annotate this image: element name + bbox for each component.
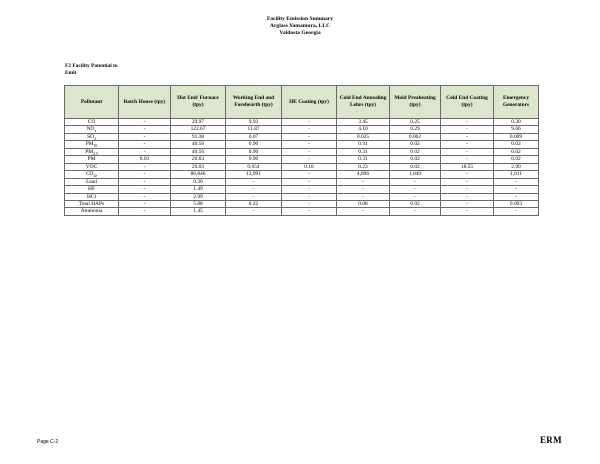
- value-cell: -: [337, 193, 390, 200]
- column-header: Cold End Annealing Lehrs (tpy): [337, 86, 390, 119]
- value-cell: -: [282, 126, 337, 133]
- value-cell: 29.97: [171, 119, 226, 126]
- table-row: [65, 156, 539, 163]
- value-cell: -: [441, 193, 494, 200]
- value-cell: 0.654: [226, 163, 282, 170]
- value-cell: -: [282, 141, 337, 148]
- value-cell: 0.30: [171, 178, 226, 185]
- value-cell: 86,846: [171, 171, 226, 178]
- value-cell: 13,991: [226, 171, 282, 178]
- value-cell: 0.02: [494, 148, 539, 155]
- pollutant-cell: $NO_x$: [65, 126, 119, 133]
- value-cell: 20.63: [171, 156, 226, 163]
- table-row: [65, 186, 539, 193]
- value-cell: -: [119, 141, 171, 148]
- erm-logo: ERM: [540, 435, 562, 445]
- value-cell: -: [441, 126, 494, 133]
- value-cell: 0.025: [337, 133, 390, 140]
- value-cell: -: [282, 171, 337, 178]
- facility-label: F2 Facility Potential to Emit: [65, 63, 118, 77]
- value-cell: 0.90: [226, 141, 282, 148]
- value-cell: 0.02: [390, 148, 441, 155]
- pollutant-cell: HF: [65, 186, 119, 193]
- value-cell: 1,049: [390, 171, 441, 178]
- value-cell: -: [282, 156, 337, 163]
- value-cell: 3.45: [337, 119, 390, 126]
- emissions-table: [64, 85, 539, 216]
- value-cell: 5.88: [171, 200, 226, 207]
- value-cell: 4.10: [337, 126, 390, 133]
- pollutant-cell: $SO_2$: [65, 133, 119, 140]
- value-cell: -: [390, 193, 441, 200]
- table-row: [65, 193, 539, 200]
- value-cell: -: [282, 208, 337, 215]
- value-cell: 0.90: [226, 148, 282, 155]
- value-cell: -: [282, 178, 337, 185]
- value-cell: -: [119, 178, 171, 185]
- value-cell: -: [282, 119, 337, 126]
- value-cell: -: [390, 186, 441, 193]
- value-cell: -: [282, 193, 337, 200]
- value-cell: -: [441, 200, 494, 207]
- value-cell: 0.22: [226, 200, 282, 207]
- value-cell: 40.56: [171, 148, 226, 155]
- pollutant-cell: Total HAPs: [65, 200, 119, 207]
- value-cell: 0.29: [390, 126, 441, 133]
- column-header: Cold End Coating (tpy): [441, 86, 494, 119]
- value-cell: -: [337, 208, 390, 215]
- value-cell: -: [226, 208, 282, 215]
- value-cell: -: [441, 156, 494, 163]
- value-cell: -: [441, 178, 494, 185]
- value-cell: -: [119, 126, 171, 133]
- table-row: [65, 163, 539, 170]
- value-cell: 1,011: [494, 171, 539, 178]
- column-header: Hot End/ Furnace (tpy): [171, 86, 226, 119]
- company-name: Arglass Yamamura, LLC: [269, 23, 331, 29]
- value-cell: -: [494, 208, 539, 215]
- value-cell: 1.49: [171, 186, 226, 193]
- page-number: Page C-2: [37, 439, 59, 445]
- value-cell: 0.02: [390, 141, 441, 148]
- value-cell: 122.67: [171, 126, 226, 133]
- value-cell: -: [119, 193, 171, 200]
- value-cell: -: [337, 186, 390, 193]
- report-title: Facility Emission Summary: [266, 16, 334, 22]
- value-cell: 0.02: [494, 156, 539, 163]
- value-cell: -: [119, 186, 171, 193]
- pollutant-cell: Ammonia: [65, 208, 119, 215]
- pollutant-cell: Lead: [65, 178, 119, 185]
- value-cell: 0.08: [337, 200, 390, 207]
- value-cell: 91.38: [171, 133, 226, 140]
- table-row: [65, 141, 539, 148]
- table-row: [65, 126, 539, 133]
- table-row: [65, 171, 539, 178]
- value-cell: 0.002: [390, 133, 441, 140]
- value-cell: 20.03: [171, 163, 226, 170]
- column-header: Working End and Forehearth (tpy): [226, 86, 282, 119]
- table-row: [65, 200, 539, 207]
- value-cell: 11.87: [226, 126, 282, 133]
- table-row: [65, 178, 539, 185]
- column-header: Mold Preaheating (tpy): [390, 86, 441, 119]
- table-row: [65, 133, 539, 140]
- value-cell: 9.66: [494, 126, 539, 133]
- value-cell: -: [441, 133, 494, 140]
- value-cell: 18.55: [441, 163, 494, 170]
- value-cell: 0.02: [390, 200, 441, 207]
- value-cell: 0.02: [494, 141, 539, 148]
- value-cell: 1.45: [171, 208, 226, 215]
- pollutant-cell: $PM_{10}$: [65, 141, 119, 148]
- value-cell: -: [282, 200, 337, 207]
- column-header: Batch House (tpy): [119, 86, 171, 119]
- column-header: HE Coating (tpy): [282, 86, 337, 119]
- value-cell: -: [119, 148, 171, 155]
- value-cell: -: [441, 208, 494, 215]
- value-cell: 6.03: [119, 156, 171, 163]
- value-cell: -: [119, 171, 171, 178]
- value-cell: -: [226, 186, 282, 193]
- pollutant-cell: HCl: [65, 193, 119, 200]
- value-cell: 40.56: [171, 141, 226, 148]
- value-cell: -: [441, 148, 494, 155]
- pollutant-cell: $PM_{2.5}$: [65, 148, 119, 155]
- pollutant-cell: $CO_{2e}$: [65, 171, 119, 178]
- pollutant-cell: CO: [65, 119, 119, 126]
- value-cell: 2.99: [171, 193, 226, 200]
- table-row: [65, 148, 539, 155]
- value-cell: 0.31: [337, 148, 390, 155]
- value-cell: -: [390, 208, 441, 215]
- value-cell: -: [226, 193, 282, 200]
- value-cell: -: [119, 119, 171, 126]
- value-cell: -: [441, 141, 494, 148]
- value-cell: 0.31: [337, 156, 390, 163]
- value-cell: 0.30: [494, 119, 539, 126]
- location: Valdosta Georgia: [279, 30, 321, 36]
- pollutant-cell: PM: [65, 156, 119, 163]
- value-cell: 0.02: [390, 156, 441, 163]
- value-cell: -: [390, 178, 441, 185]
- value-cell: -: [494, 178, 539, 185]
- value-cell: 0.02: [390, 163, 441, 170]
- value-cell: -: [441, 186, 494, 193]
- value-cell: -: [119, 133, 171, 140]
- value-cell: -: [119, 200, 171, 207]
- value-cell: 0.009: [494, 133, 539, 140]
- value-cell: 4,896: [337, 171, 390, 178]
- value-cell: 0.07: [226, 133, 282, 140]
- value-cell: -: [337, 178, 390, 185]
- table-row: [65, 208, 539, 215]
- value-cell: -: [494, 193, 539, 200]
- value-cell: -: [119, 163, 171, 170]
- value-cell: 0.31: [337, 141, 390, 148]
- value-cell: -: [441, 119, 494, 126]
- column-header: Pollutant: [65, 86, 119, 119]
- value-cell: -: [226, 178, 282, 185]
- value-cell: 0.25: [390, 119, 441, 126]
- value-cell: 9.93: [226, 119, 282, 126]
- value-cell: 2.90: [494, 163, 539, 170]
- value-cell: 0.003: [494, 200, 539, 207]
- pollutant-cell: VOC: [65, 163, 119, 170]
- value-cell: -: [282, 133, 337, 140]
- table-header-row: [65, 86, 539, 119]
- value-cell: 0.90: [226, 156, 282, 163]
- value-cell: 0.18: [282, 163, 337, 170]
- value-cell: -: [119, 208, 171, 215]
- value-cell: 0.23: [337, 163, 390, 170]
- value-cell: -: [494, 186, 539, 193]
- value-cell: -: [282, 148, 337, 155]
- table-row: [65, 119, 539, 126]
- column-header: Emergency Generators: [494, 86, 539, 119]
- table-body: [65, 119, 539, 216]
- value-cell: -: [441, 171, 494, 178]
- value-cell: -: [282, 186, 337, 193]
